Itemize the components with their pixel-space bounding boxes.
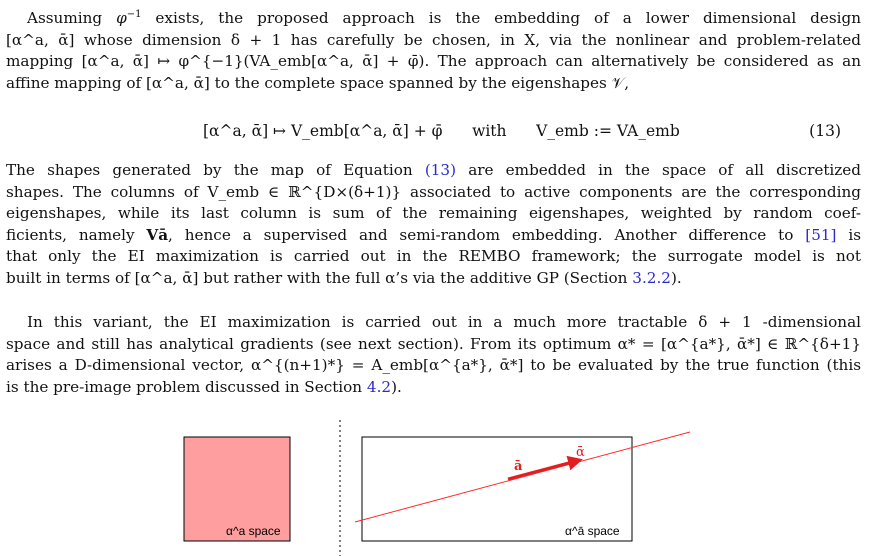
- alpha-a-space-label: α^a space: [226, 524, 281, 538]
- p1-line-3: mapping [α^a, ᾱ] ↦ φ^{−1}(VA_emb[α^a, ᾱ] + φ̄). The approach can alternatively be considered as an: [6, 52, 861, 70]
- equation-13: [0, 122, 869, 148]
- equation-lhs: [α^a, ᾱ] ↦ V_emb[α^a, ᾱ] + φ̄: [203, 122, 443, 140]
- equation-with: with: [472, 122, 507, 140]
- equation-rhs: V_emb := VA_emb: [536, 122, 680, 140]
- equation-number: (13): [809, 122, 841, 140]
- equation-body: [203, 122, 680, 140]
- paragraph-1: [6, 8, 861, 94]
- alpha-abar-space-label: α^ā space: [565, 524, 620, 538]
- abar-vector-label: ā: [514, 459, 523, 474]
- p2-line-3: eigenshapes, while its last column is sum of the remaining eigenshapes, weighted by random coef-: [6, 204, 861, 222]
- paragraph-2: [6, 160, 861, 289]
- paragraph-3: [6, 312, 861, 398]
- p2-line-1: The shapes generated by the map of Equation (13) are embedded in the space of all discretized: [6, 161, 861, 179]
- p2-line-2: shapes. The columns of V_emb ∈ ℝ^{D×(δ+1)} associated to active components are the corresponding: [6, 182, 861, 201]
- p3-line-2: space and still has analytical gradients (see next section). From its optimum α* = [α^{a*}, ᾱ*] ∈ ℝ^{δ+1}: [6, 334, 861, 353]
- section-3-2-2-link[interactable]: 3.2.2: [632, 268, 671, 287]
- citation-51-link[interactable]: [51]: [805, 225, 837, 244]
- p1-line-4: affine mapping of [α^a, ᾱ] to the complete space spanned by the eigenshapes 𝒱,: [6, 73, 630, 92]
- p2-line-4: ficients, namely Vā, hence a supervised and semi-random embedding. Another difference to [51] is: [6, 225, 862, 244]
- p2-line-5: that only the EI maximization is carried out in the REMBO framework; the surrogate model is not: [6, 247, 861, 265]
- equation-ref-link[interactable]: (13): [424, 161, 456, 179]
- section-4-2-link[interactable]: 4.2: [366, 377, 392, 396]
- p1-line-1: Assuming $\varphi^{-1}$ exists, the proposed approach is the embedding of a lower dimensional design: [27, 8, 861, 27]
- p2-line-6: built in terms of [α^a, ᾱ] but rather with the full α’s via the additive GP (Section 3.2.2).: [6, 268, 682, 287]
- alphabar-line-label: ᾱ: [576, 445, 585, 460]
- p3-line-1: In this variant, the EI maximization is carried out in a much more tractable δ + 1 -dimensional: [27, 313, 861, 331]
- p3-line-3: arises a D-dimensional vector, α^{(n+1)*} = A_emb[α^{a*}, ᾱ*] to be evaluated by the true function (this: [6, 356, 861, 374]
- p1-line-2: [α^a, ᾱ] whose dimension δ + 1 has carefully be chosen, in X, via the nonlinear and problem-related: [6, 30, 861, 49]
- embedding-line: [355, 432, 690, 522]
- embedding-figure: [0, 420, 869, 556]
- p3-line-4: is the pre-image problem discussed in Section 4.2).: [6, 377, 402, 396]
